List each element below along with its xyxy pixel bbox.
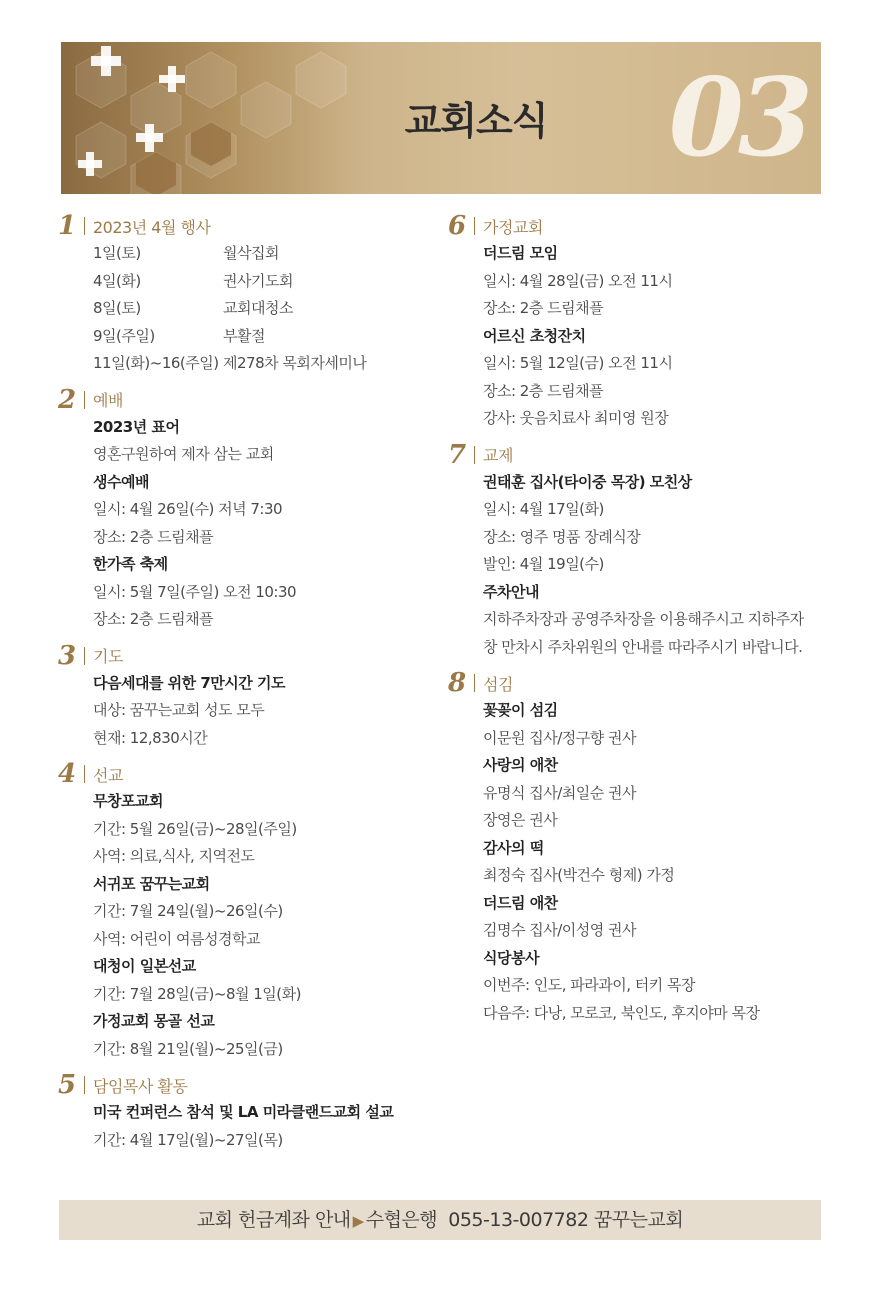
item-line: 일시: 4월 28일(금) 오전 11시 (483, 271, 673, 290)
item-title: 서귀포 꿈꾸는교회 (93, 874, 210, 893)
section-title: 선교 (93, 765, 123, 785)
footer-bank: 수협은행 (365, 1209, 438, 1231)
item-title: 사랑의 애찬 (483, 756, 558, 774)
section-title: 2023년 4월 행사 (93, 217, 211, 237)
item-line: 장소: 2층 드림채플 (93, 610, 214, 628)
item-line: 영혼구원하여 제자 삼는 교회 (93, 445, 274, 463)
section-number: 1 (58, 211, 77, 241)
item-title: 권태훈 집사(타이중 목장) 모친상 (483, 472, 692, 491)
event-date: 4일(화) (93, 271, 141, 290)
event-name: 교회대청소 (223, 299, 293, 317)
event-row (93, 323, 438, 351)
item-line: 기간: 4월 17일(월)~27일(목) (93, 1130, 283, 1149)
item-title: 대청이 일본선교 (93, 957, 196, 975)
item-line: 최정숙 집사(박건수 형제) 가정 (483, 866, 675, 884)
event-row (93, 350, 438, 378)
event-row (93, 295, 438, 323)
item-line: 일시: 5월 7일(주일) 오전 10:30 (93, 582, 297, 601)
section-missions (58, 760, 438, 1071)
item-line: 강사: 웃음치료사 최미영 원장 (483, 409, 669, 427)
item-title: 꽃꽂이 섬김 (483, 701, 558, 719)
section-prayer (58, 642, 438, 761)
item-line: 이문원 집사/정구향 권사 (483, 728, 636, 747)
section-fellowship (448, 441, 828, 670)
item-line: 이번주: 인도, 파라과이, 터키 목장 (483, 976, 696, 994)
item-line: 일시: 5월 12일(금) 오전 11시 (483, 354, 673, 372)
item-title: 감사의 떡 (483, 838, 544, 857)
item-line: 장소: 2층 드림채플 (483, 381, 604, 400)
item-line: 기간: 7월 24일(월)~26일(수) (93, 902, 283, 920)
section-title: 기도 (93, 647, 123, 666)
section-number: 2 (58, 384, 77, 415)
section-title: 가정교회 (483, 217, 543, 237)
offering-account-footer (59, 1200, 821, 1240)
section-title: 교제 (483, 446, 513, 465)
item-line: 다음주: 다낭, 모로코, 북인도, 후지야마 목장 (483, 1003, 760, 1022)
divider (84, 765, 85, 783)
event-date: 8일(토) (93, 299, 141, 317)
divider (84, 647, 85, 665)
section-worship (58, 386, 438, 642)
item-title: 가정교회 몽골 선교 (93, 1012, 215, 1030)
left-column (58, 212, 438, 1154)
section-title: 담임목사 활동 (93, 1076, 188, 1096)
section-title: 예배 (93, 391, 123, 410)
item-title: 한가족 축제 (93, 555, 168, 573)
section-number: 6 (448, 211, 467, 241)
arrow-right-icon: ▶ (352, 1212, 364, 1230)
section-pastor-activity (58, 1071, 438, 1154)
item-title: 더드림 애찬 (483, 893, 558, 912)
section-number: 3 (58, 640, 77, 671)
item-title: 미국 컨퍼런스 참석 및 LA 미라클랜드교회 설교 (93, 1103, 394, 1121)
item-line: 기간: 7월 28일(금)~8월 1일(화) (93, 984, 301, 1003)
right-column (448, 212, 828, 1027)
item-line: 창 만차시 주차위원의 안내를 따라주시기 바랍니다. (483, 637, 803, 656)
divider (474, 217, 475, 235)
section-house-church (448, 212, 828, 441)
item-line: 장소: 2층 드림채플 (93, 527, 214, 546)
item-line: 유명식 집사/최일순 권사 (483, 783, 636, 802)
footer-account: 055-13-007782 꿈꾸는교회 (448, 1209, 684, 1231)
item-line: 일시: 4월 17일(화) (483, 500, 604, 518)
item-line: 기간: 5월 26일(금)~28일(주일) (93, 819, 297, 838)
event-name: 부활절 (223, 326, 265, 345)
item-title: 주차안내 (483, 582, 539, 601)
item-line: 기간: 8월 21일(월)~25일(금) (93, 1039, 283, 1058)
item-title: 생수예배 (93, 472, 149, 491)
item-line: 일시: 4월 26일(수) 저녁 7:30 (93, 500, 283, 518)
section-number: 5 (58, 1070, 77, 1100)
page-number: 03 (668, 55, 807, 181)
header-banner (61, 42, 821, 194)
item-title: 어르신 초청잔치 (483, 326, 586, 345)
item-line: 김명수 집사/이성영 권사 (483, 921, 636, 939)
divider (474, 446, 475, 464)
event-date: 9일(주일) (93, 326, 155, 345)
item-line: 발인: 4월 19일(수) (483, 555, 604, 573)
divider (84, 217, 85, 235)
section-april-events (58, 212, 438, 386)
section-service (448, 669, 828, 1027)
event-name: 권사기도회 (223, 271, 293, 290)
item-line: 현재: 12,830시간 (93, 728, 208, 747)
item-line: 사역: 어린이 여름성경학교 (93, 929, 260, 948)
event-date: 1일(토) (93, 244, 141, 262)
item-line: 지하주차장과 공영주차장을 이용해주시고 지하주자 (483, 610, 804, 628)
item-title: 2023년 표어 (93, 417, 180, 436)
item-line: 대상: 꿈꾸는교회 성도 모두 (93, 701, 265, 719)
event-date: 11일(화)~16(주일) (93, 354, 219, 372)
section-number: 4 (58, 759, 77, 789)
item-line: 장소: 2층 드림채플 (483, 299, 604, 317)
footer-label: 교회 헌금계좌 안내 (196, 1209, 351, 1231)
item-title: 더드림 모임 (483, 244, 558, 262)
item-line: 장소: 영주 명품 장례식장 (483, 527, 641, 546)
section-number: 7 (448, 439, 467, 470)
event-row (93, 268, 438, 296)
event-row (93, 240, 438, 268)
section-number: 8 (448, 668, 467, 698)
divider (84, 1076, 85, 1094)
item-line: 장영은 권사 (483, 811, 558, 829)
event-name: 제278차 목회자세미나 (223, 354, 367, 372)
item-title: 무창포교회 (93, 792, 163, 810)
page-title: 교회소식 (404, 99, 548, 143)
item-title: 식당봉사 (483, 948, 539, 967)
divider (474, 674, 475, 692)
section-title: 섬김 (483, 674, 513, 694)
event-name: 월삭집회 (223, 244, 279, 262)
divider (84, 391, 85, 409)
item-line: 사역: 의료,식사, 지역전도 (93, 847, 255, 865)
item-title: 다음세대를 위한 7만시간 기도 (93, 673, 285, 692)
